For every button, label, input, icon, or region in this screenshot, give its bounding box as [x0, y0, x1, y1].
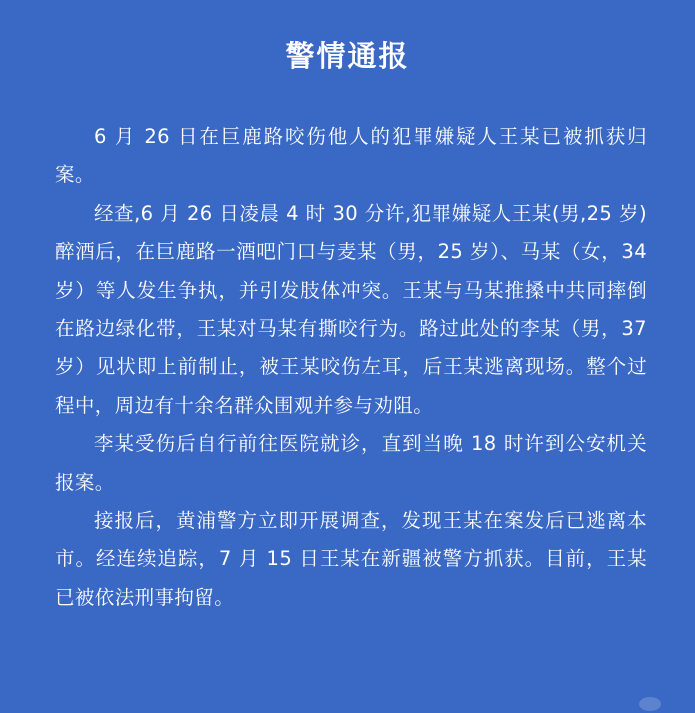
notice-paragraph-3: 李某受伤后自行前往医院就诊，直到当晚 18 时许到公安机关报案。	[55, 432, 647, 494]
watermark-mark	[639, 697, 661, 711]
notice-paragraph-1: 6 月 26 日在巨鹿路咬伤他人的犯罪嫌疑人王某已被抓获归案。	[55, 125, 647, 187]
notice-paragraph-4: 接报后，黄浦警方立即开展调查，发现王某在案发后已逃离本市。经连续追踪，7 月 15 日王某在新疆被警方抓获。目前，王某已被依法刑事拘留。	[55, 509, 647, 609]
notice-paragraph-2: 经查,6 月 26 日凌晨 4 时 30 分许,犯罪嫌疑人王某(男,25 岁)醉酒后，在巨鹿路一酒吧门口与麦某（男，25 岁）、马某（女，34 岁）等人发生争执，并引发肢体冲突。王某与马某推搡中共同摔倒在路边绿化带，王某对马某有撕咬行为。路过此处的李某（男，37 岁）见状即上前制止，被王某咬伤左耳，后王某逃离现场。整个过程中，周边有十余名群众围观并参与劝阻。	[55, 201, 647, 417]
notice-title: 警情通报	[285, 39, 410, 73]
notice-body	[55, 118, 647, 617]
